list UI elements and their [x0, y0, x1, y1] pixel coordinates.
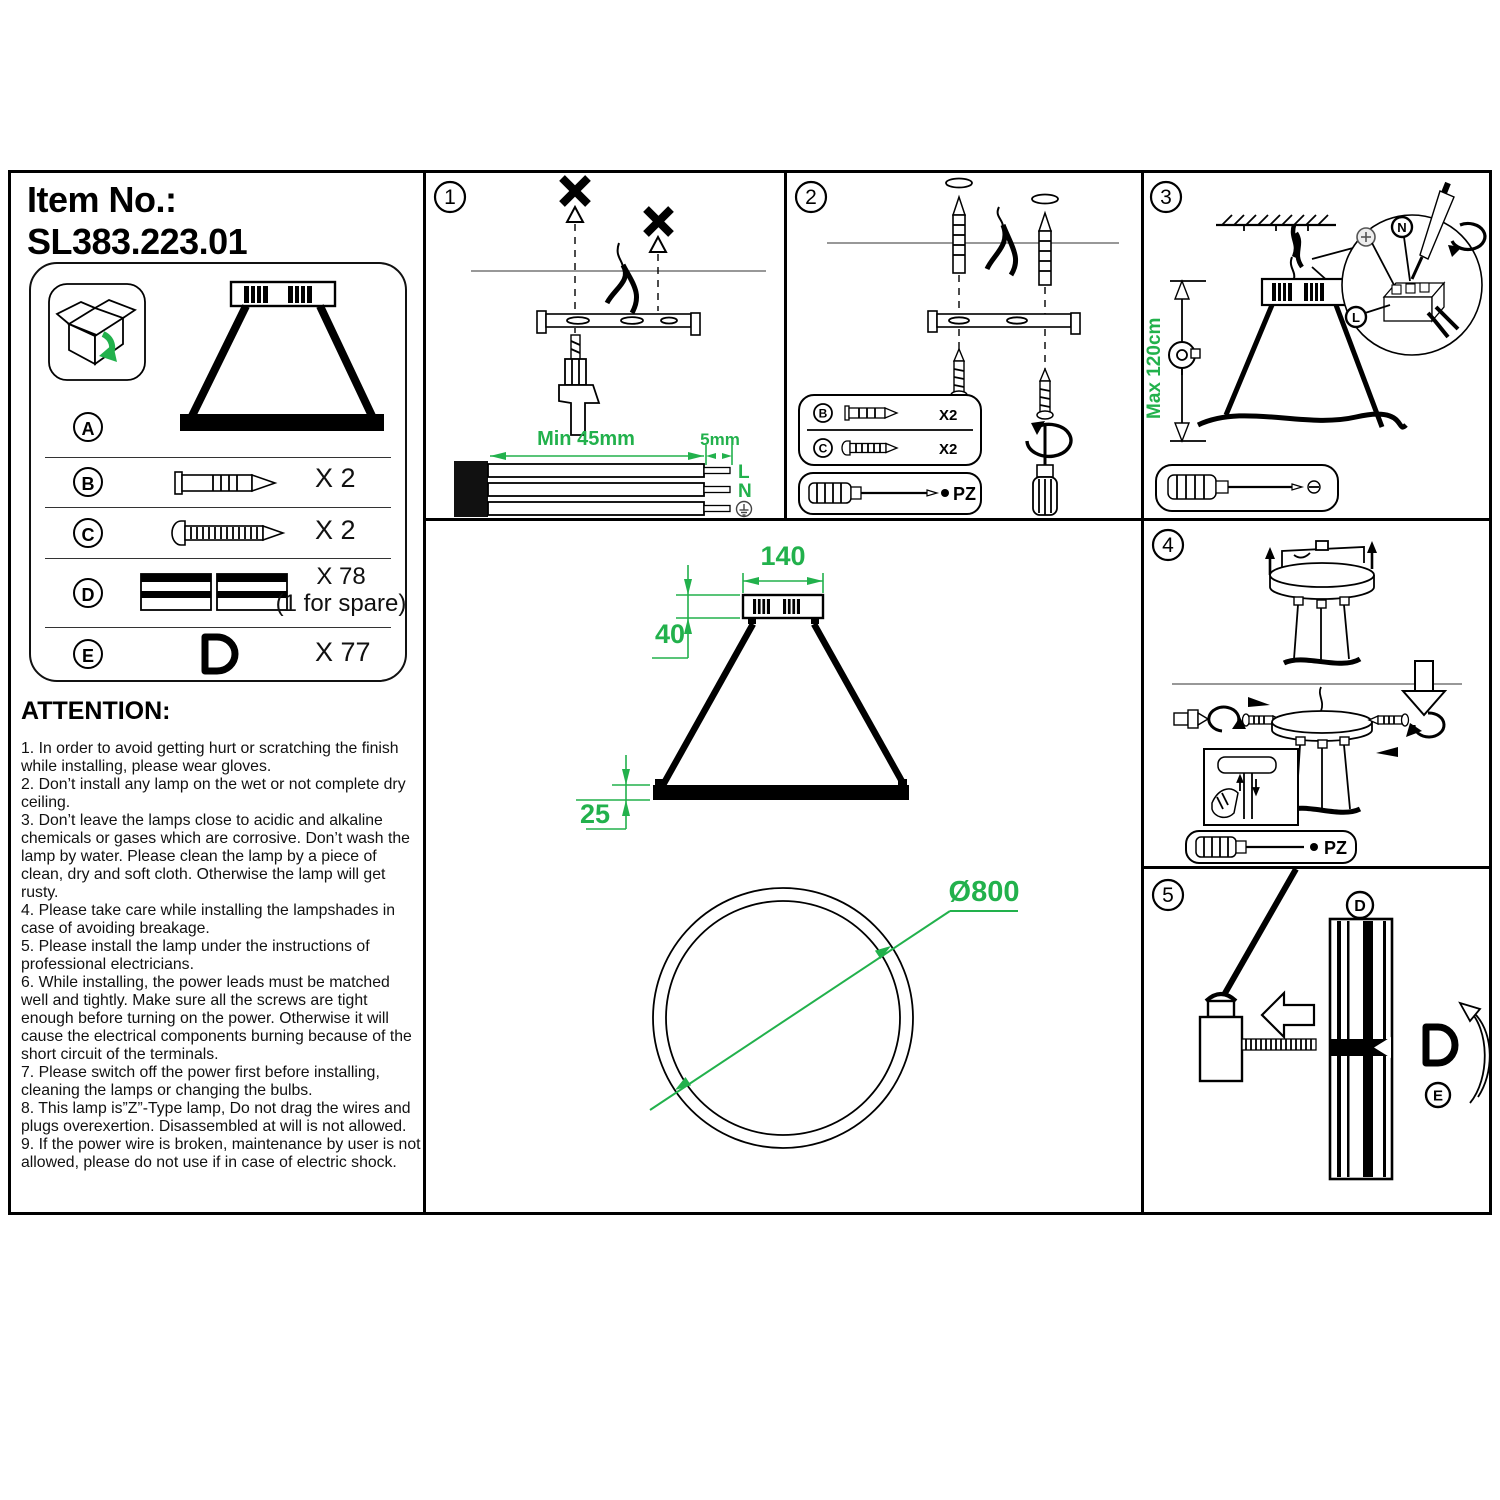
attention-item: 7. Please switch off the power first before installing, cleaning the lamps or changing the bulbs. — [21, 1064, 380, 1099]
cable-cross-section — [454, 461, 730, 517]
drill-point-marker — [650, 237, 666, 252]
attention-item: 5. Please install the lamp under the instructions of professional electricians. — [21, 938, 370, 973]
ring-top-view — [653, 888, 913, 1148]
d-clip-icon — [191, 629, 247, 679]
earth-symbol-icon — [737, 502, 752, 517]
ring-side-view — [653, 779, 909, 800]
power-wires-icon — [607, 243, 637, 313]
screw-icon — [1369, 714, 1409, 726]
rotation-arrow-icon — [1209, 707, 1246, 731]
drill-point-marker — [567, 207, 583, 222]
part-d-note: (1 for spare) — [275, 589, 407, 617]
pz-tool-label: PZ — [1324, 838, 1348, 858]
step-number-badge — [435, 182, 465, 212]
sheet-border — [8, 170, 1492, 1215]
wire-adjust-inset — [1204, 749, 1298, 825]
tool-inset — [1156, 465, 1338, 511]
up-arrow-icon — [1367, 541, 1377, 569]
screw-icon — [1037, 369, 1053, 419]
attention-block — [21, 697, 421, 1172]
step-5-number: 5 — [1162, 884, 1174, 907]
rotation-arrow-icon — [1406, 713, 1444, 737]
canopy-cylinder — [1270, 563, 1374, 661]
unboxing-icon — [47, 282, 147, 382]
inset-part-c-qty: X2 — [939, 441, 958, 458]
part-d-qty — [271, 564, 411, 618]
part-a-badge: A — [73, 412, 103, 442]
track-segment-icon — [139, 572, 289, 612]
pz-dot-icon — [1310, 843, 1318, 851]
terminal-l-label: L — [1352, 310, 1360, 325]
ceiling-hatch — [1216, 215, 1336, 231]
part-d-badge — [1347, 892, 1373, 918]
step-5-panel — [1141, 866, 1489, 1212]
step-3-panel — [1141, 173, 1489, 518]
inset-part-c-label: C — [818, 441, 828, 456]
mounting-bracket — [537, 311, 700, 335]
terminal-n-label: N — [1397, 220, 1407, 235]
suspension-rod — [1224, 869, 1296, 995]
step-number-badge — [1153, 530, 1183, 560]
step-1-number: 1 — [444, 186, 456, 209]
wall-anchor-icon — [171, 465, 281, 501]
part-b-qty: X 2 — [315, 463, 356, 493]
info-column — [11, 173, 423, 1212]
measuring-tape-icon — [1169, 342, 1200, 375]
step-2-panel — [784, 173, 1141, 518]
rotation-arrow-icon — [1027, 421, 1071, 456]
part-c-badge: C — [73, 518, 103, 548]
ring-edge-curve — [1198, 414, 1406, 427]
pz-dot-icon — [941, 489, 949, 497]
strip-length-label: 5mm — [700, 430, 740, 449]
cable-gripper-icon — [1174, 710, 1208, 728]
parts-row-e — [31, 627, 405, 679]
rail-part-label: D — [1354, 898, 1366, 915]
tool-inset — [799, 473, 981, 514]
push-arrow-icon — [1248, 697, 1270, 707]
item-number-block — [27, 179, 247, 263]
track-rail — [1330, 919, 1392, 1179]
parts-row-b — [31, 457, 405, 507]
threaded-rod — [1242, 1039, 1316, 1050]
open-box-icon — [57, 300, 135, 364]
part-e-qty: X 77 — [315, 637, 371, 667]
suspension-wires-icon — [1291, 225, 1302, 279]
down-arrow-icon — [1403, 661, 1445, 715]
step-number-badge — [796, 182, 826, 212]
ring-diameter-label: Ø800 — [948, 876, 1020, 908]
part-e-badge — [1426, 1083, 1450, 1107]
item-label: Item No.: — [27, 179, 177, 220]
push-arrow-icon — [1376, 747, 1398, 757]
step-number-badge — [1151, 182, 1181, 212]
step-4-drawing — [1144, 521, 1489, 866]
step-4-number: 4 — [1162, 534, 1174, 557]
drop-height-dimension — [1144, 281, 1206, 441]
part-b-badge: B — [73, 467, 103, 497]
pz-tool-label: PZ — [953, 484, 977, 504]
step-2-drawing — [787, 173, 1141, 518]
parts-row-c — [31, 507, 405, 558]
attention-item: 9. If the power wire is broken, maintenance by user is not allowed, please do not use if in case of electric shock. — [21, 1136, 421, 1171]
suspension-rod — [814, 624, 904, 785]
min-length-label: Min 45mm — [537, 428, 635, 450]
pendant-lamp-icon — [176, 276, 386, 444]
part-d-badge: D — [73, 578, 103, 608]
clip-part-label: E — [1432, 1087, 1444, 1105]
parts-row-a — [31, 264, 405, 457]
thickness-dimension — [576, 755, 650, 829]
mounting-bracket — [928, 311, 1080, 334]
canopy-width-label: 140 — [760, 541, 806, 571]
attention-item: 6. While installing, the power leads must be matched well and tightly. Make sure all the screws are tight enough before turning on the power. Otherwise it will cause the electrical components burning because of the short circuit of the terminals. — [21, 974, 412, 1063]
suspension-rod — [1226, 305, 1272, 415]
wire-strip-dimension — [490, 428, 740, 465]
ring-thickness-label: 25 — [579, 799, 610, 829]
dimensions-panel — [423, 518, 1141, 1212]
step-number-badge — [1153, 880, 1183, 910]
step-5-drawing — [1144, 869, 1489, 1212]
power-wires-icon — [987, 207, 1016, 275]
no-drill-mark-icon — [562, 178, 588, 204]
part-d-count: X 78 — [316, 563, 366, 590]
canopy — [743, 595, 823, 624]
drill-icon — [559, 335, 599, 435]
step-3-drawing — [1144, 173, 1489, 518]
wall-anchor-icon — [1032, 195, 1058, 286]
rotation-arrow-icon — [1460, 1003, 1489, 1103]
no-drill-mark-icon — [646, 209, 671, 234]
attention-item: 2. Don’t install any lamp on the wet or not complete dry ceiling. — [21, 776, 406, 811]
live-wire-label: L — [738, 462, 750, 483]
wall-anchor-icon — [946, 179, 972, 274]
max-drop-label: Max 120cm — [1144, 317, 1165, 419]
step-4-panel — [1141, 518, 1489, 866]
step-1-panel — [423, 173, 784, 518]
screwdriver-icon — [1033, 425, 1057, 515]
step-3-number: 3 — [1160, 186, 1172, 209]
insert-arrow-icon — [1262, 993, 1314, 1037]
inset-part-b-qty: X2 — [939, 407, 958, 424]
item-number: SL383.223.01 — [27, 220, 248, 262]
height-dimension — [652, 565, 740, 658]
step-2-number: 2 — [805, 186, 817, 209]
attention-item: 8. This lamp is”Z”-Type lamp, Do not drag the wires and plugs overexertion. Disassembled at will is not allowed. — [21, 1100, 411, 1135]
screw-icon — [169, 517, 289, 549]
d-clip-icon — [1426, 1027, 1455, 1063]
attention-item: 4. Please take care while installing the lampshades in case of avoiding breakage. — [21, 902, 396, 937]
attention-item: 3. Don’t leave the lamps close to acidic and alkaline chemicals or gases which are corrosive. Don’t wash the lamp by water. Please clean the lamp by a piece of clean, dry and soft cloth. Otherwise the lamp will get rusty. — [21, 812, 410, 901]
screw-icon — [951, 349, 967, 399]
part-e-badge: E — [73, 639, 103, 669]
inset-part-b-label: B — [818, 406, 828, 421]
attention-title: ATTENTION: — [21, 697, 171, 725]
neutral-wire-label: N — [738, 481, 752, 502]
ring-edge-curve — [1284, 659, 1360, 663]
tool-inset — [1186, 831, 1356, 863]
part-c-qty: X 2 — [315, 515, 356, 545]
width-dimension — [743, 541, 823, 593]
attention-item: 1. In order to avoid getting hurt or scratching the finish while installing, please wear gloves. — [21, 740, 399, 775]
step-1-drawing — [426, 173, 784, 518]
hardware-inset — [799, 395, 981, 465]
parts-row-d — [31, 558, 405, 627]
canopy — [1262, 279, 1346, 305]
diameter-dimension — [650, 876, 1019, 1110]
terminal-detail-circle — [1342, 183, 1485, 355]
parts-list — [29, 262, 407, 682]
canopy-height-label: 40 — [654, 619, 686, 649]
dimension-drawing — [426, 521, 1141, 1212]
